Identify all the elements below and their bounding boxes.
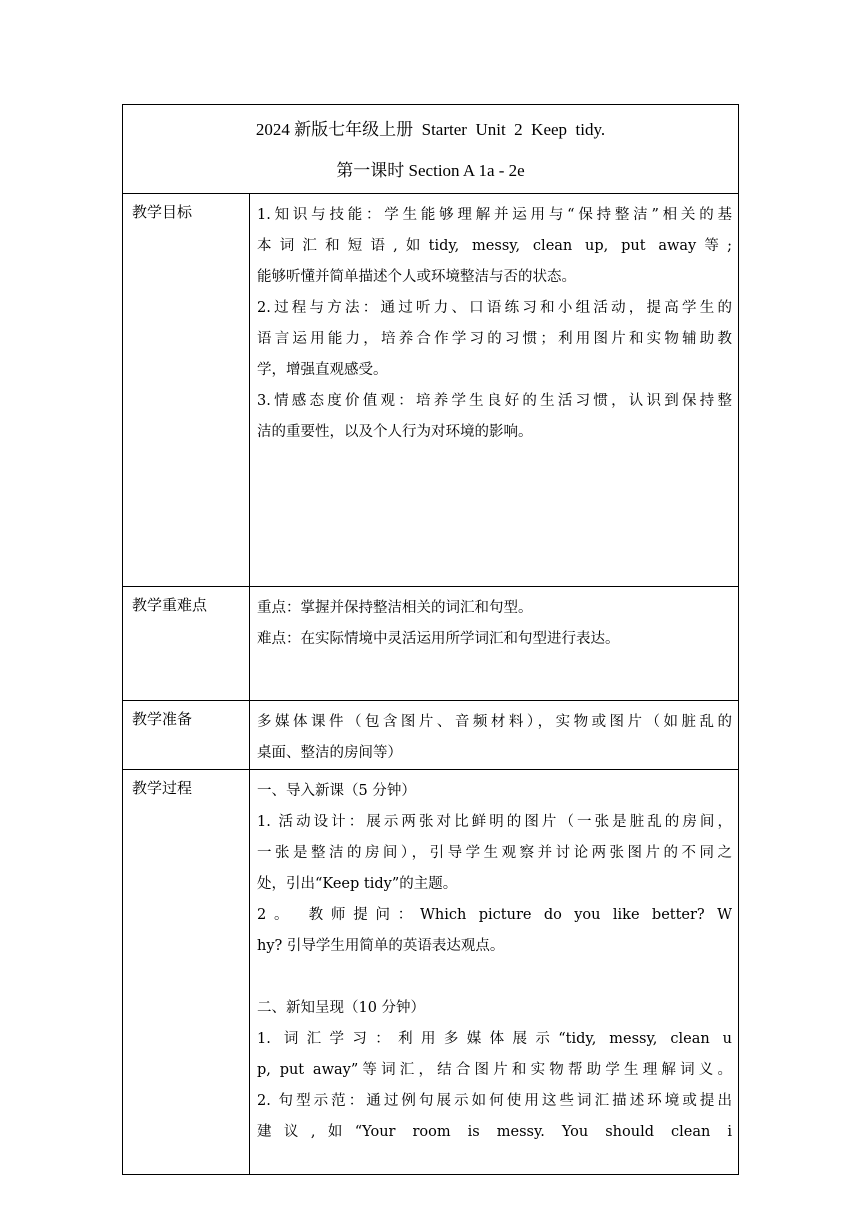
process-content-cell	[250, 770, 739, 1175]
preparation-line-1: 多媒体课件（包含图片、音频材料），实物或图片（如脏乱的	[257, 714, 732, 730]
objective-1-line-1: 1.知识与技能：学生能够理解并运用与“保持整洁”相关的基	[257, 207, 732, 223]
lesson-subtitle: 第一课时 Section A 1a - 2e	[336, 161, 525, 180]
objective-3-line-1: 3.情感态度价值观：培养学生良好的生活习惯，认识到保持整	[257, 393, 732, 409]
process-label: 教学过程	[132, 779, 193, 797]
title-cell	[123, 105, 739, 194]
section-1-heading: 一、导入新课（5 分钟）	[257, 783, 416, 799]
section-1-item-2-line-1: 2。 教师提问：Which picture do you like better? W	[257, 907, 732, 923]
section-2-item-1-line-1: 1. 词汇学习：利用多媒体展示“tidy, messy, clean u	[257, 1031, 732, 1047]
process-row	[123, 770, 739, 1175]
section-1-item-1-line-2: 一张是整洁的房间），引导学生观察并讨论两张图片的不同之	[257, 845, 732, 861]
objectives-label: 教学目标	[132, 203, 193, 221]
objectives-row	[123, 194, 739, 587]
lesson-plan-table	[122, 104, 739, 1175]
objective-2-line-1: 2.过程与方法：通过听力、口语练习和小组活动，提高学生的	[257, 300, 732, 316]
section-2-item-2-line-2: 建议,如“Your room is messy. You should clean i	[257, 1124, 732, 1140]
objective-1-line-2: 本词汇和短语,如tidy, messy, clean up, put away等;	[257, 238, 732, 254]
preparation-row	[123, 701, 739, 770]
keypoints-row	[123, 587, 739, 701]
difficult-point-text: 难点：在实际情境中灵活运用所学词汇和句型进行表达。	[257, 631, 620, 647]
objectives-content-cell	[250, 194, 739, 587]
key-point-text: 重点：掌握并保持整洁相关的词汇和句型。	[257, 600, 533, 616]
blank-spacer	[257, 962, 732, 993]
preparation-content-cell	[250, 701, 739, 770]
section-2-item-2-line-1: 2. 句型示范：通过例句展示如何使用这些词汇描述环境或提出	[257, 1093, 732, 1109]
document-title: 2024 新版七年级上册 Starter Unit 2 Keep tidy.	[255, 120, 606, 139]
section-1-item-1-line-1: 1. 活动设计：展示两张对比鲜明的图片（一张是脏乱的房间，	[257, 814, 732, 830]
objective-3-line-2: 洁的重要性，以及个人行为对环境的影响。	[257, 424, 533, 440]
keypoints-content-cell	[250, 587, 739, 701]
section-1-item-1-line-3: 处，引出“Keep tidy”的主题。	[257, 876, 458, 892]
keypoints-label: 教学重难点	[132, 596, 208, 614]
preparation-line-2: 桌面、整洁的房间等）	[257, 745, 402, 761]
preparation-label-cell	[123, 701, 250, 770]
section-1-item-2-line-2: hy? 引导学生用简单的英语表达观点。	[257, 938, 505, 954]
section-2-item-1-line-2: p, put away”等词汇，结合图片和实物帮助学生理解词义。	[257, 1062, 732, 1078]
preparation-label: 教学准备	[132, 710, 193, 728]
objective-1-line-3: 能够听懂并简单描述个人或环境整洁与否的状态。	[257, 269, 576, 285]
objective-2-line-2: 语言运用能力，培养合作学习的习惯；利用图片和实物辅助教	[257, 331, 732, 347]
title-row	[123, 105, 739, 194]
process-label-cell	[123, 770, 250, 1175]
keypoints-label-cell	[123, 587, 250, 701]
objectives-label-cell	[123, 194, 250, 587]
section-2-heading: 二、新知呈现（10 分钟）	[257, 1000, 426, 1016]
objective-2-line-3: 学，增强直观感受。	[257, 362, 388, 378]
